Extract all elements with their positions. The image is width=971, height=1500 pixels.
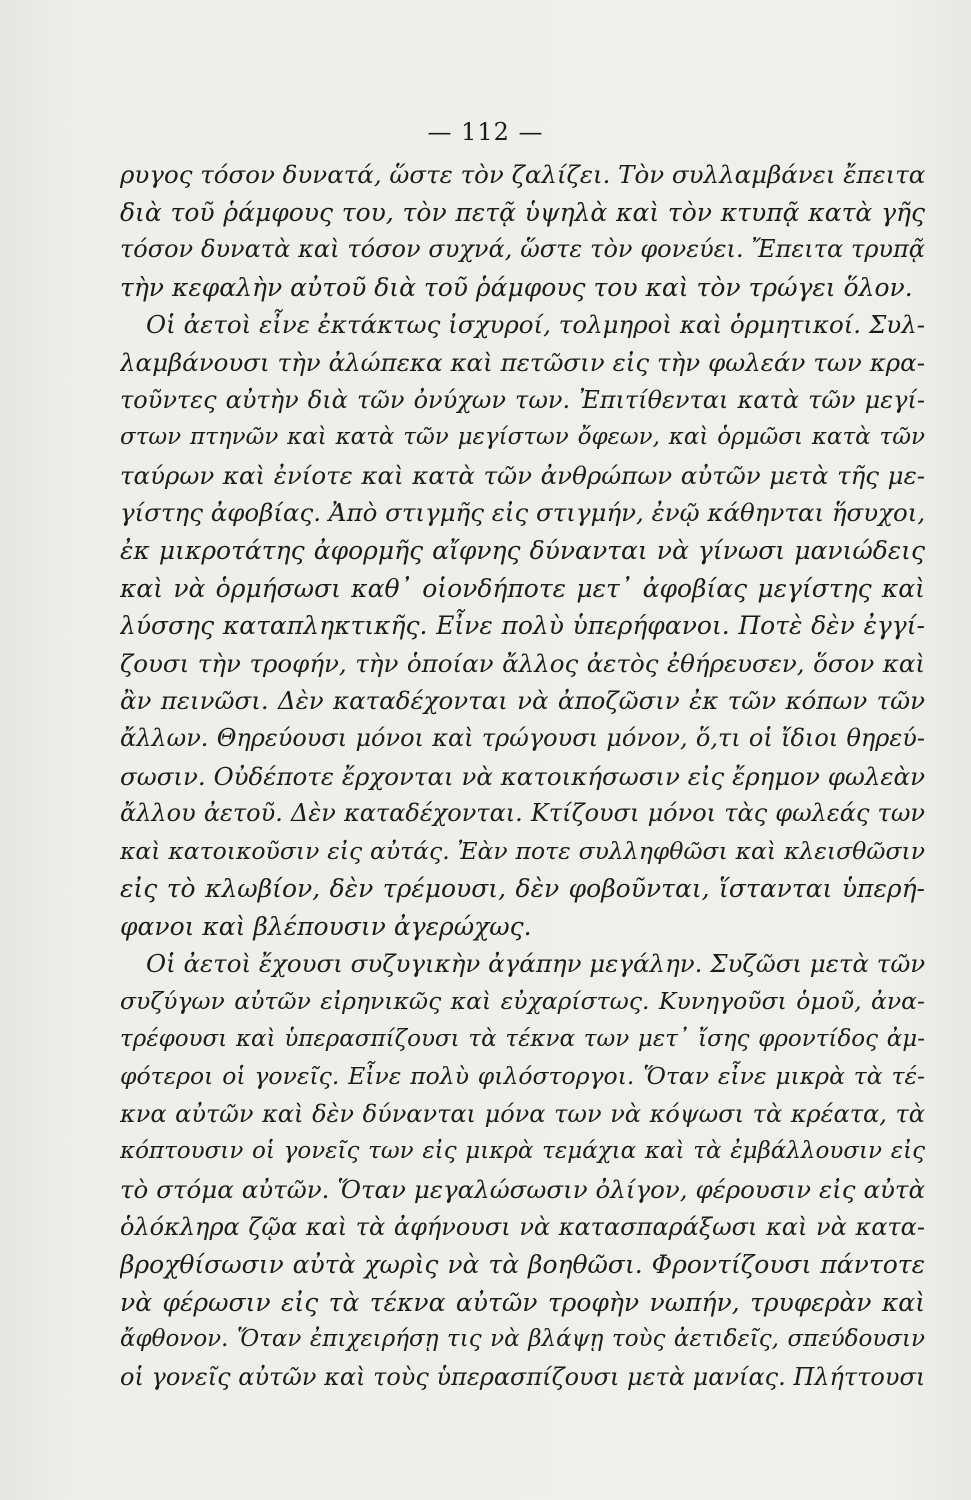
text-line: σωσιν. Οὐδέποτε ἔρχονται νὰ κατοικήσωσιν εἰς ἔρημον φωλεὰν [120, 761, 925, 791]
text-line: ἂν πεινῶσι. Δὲν καταδέχονται νὰ ἀποζῶσιν ἐκ τῶν κόπων τῶν [120, 686, 925, 716]
page-number: — 112 — [427, 118, 544, 146]
text-line: γίστης ἀφοβίας. Ἀπὸ στιγμῆς εἰς στιγμήν, ἐνῷ κάθηνται ἥσυχοι, [120, 498, 925, 528]
text-line: Οἱ ἀετοὶ ἔχουσι συζυγικὴν ἀγάπην μεγάλην. Συζῶσι μετὰ τῶν [146, 949, 925, 979]
text-line: φότεροι οἱ γονεῖς. Εἶνε πολὺ φιλόστοργοι. Ὅταν εἶνε μικρὰ τὰ τέ- [120, 1062, 925, 1091]
text-line: τὴν κεφαλὴν αὐτοῦ διὰ τοῦ ῥάμφους του καὶ τὸν τρώγει ὅλον. [120, 272, 913, 302]
text-line: τρέφουσι καὶ ὑπερασπίζουσι τὰ τέκνα των μετ᾽ ἴσης φροντίδος ἀμ- [120, 1025, 925, 1052]
text-line: ὁλόκληρα ζῷα καὶ τὰ ἀφήνουσι νὰ κατασπαράξωσι καὶ νὰ κατα- [120, 1212, 925, 1241]
text-line: φανοι καὶ βλέπουσιν ἀγερώχως. [120, 911, 532, 941]
text-line: εἰς τὸ κλωβίον, δὲν τρέμουσι, δὲν φοβοῦνται, ἵστανται ὑπερή- [120, 874, 925, 904]
text-line: βροχθίσωσιν αὐτὰ χωρὶς νὰ τὰ βοηθῶσι. Φροντίζουσι πάντοτε [120, 1250, 925, 1280]
text-line: διὰ τοῦ ῥάμφους του, τὸν πετᾷ ὑψηλὰ καὶ τὸν κτυπᾷ κατὰ γῆς [120, 197, 925, 227]
text-line: ἄλλων. Θηρεύουσι μόνοι καὶ τρώγουσι μόνον, ὅ,τι οἱ ἴδιοι θηρεύ- [120, 723, 925, 752]
text-line: Οἱ ἀετοὶ εἶνε ἐκτάκτως ἰσχυροί, τολμηροὶ καὶ ὁρμητικοί. Συλ- [146, 310, 925, 340]
text-line: λύσσης καταπληκτικῆς. Εἶνε πολὺ ὑπερήφανοι. Ποτὲ δὲν ἐγγί- [120, 611, 925, 641]
text-line: ἄλλου ἀετοῦ. Δὲν καταδέχονται. Κτίζουσι μόνοι τὰς φωλεάς των [120, 799, 925, 828]
text-line: ταύρων καὶ ἐνίοτε καὶ κατὰ τῶν ἀνθρώπων αὐτῶν μετὰ τῆς με- [120, 460, 925, 490]
text-line: οἱ γονεῖς αὐτῶν καὶ τοὺς ὑπερασπίζουσι μετὰ μανίας. Πλήττουσι [120, 1363, 925, 1391]
text-line: ζουσι τὴν τροφήν, τὴν ὁποίαν ἄλλος ἀετὸς ἐθήρευσεν, ὅσον καὶ [120, 648, 925, 678]
text-line: ἄφθονον. Ὅταν ἐπιχειρήσῃ τις νὰ βλάψῃ τοὺς ἀετιδεῖς, σπεύδουσιν [120, 1326, 925, 1353]
text-line: στων πτηνῶν καὶ κατὰ τῶν μεγίστων ὄφεων, καὶ ὁρμῶσι κατὰ τῶν [120, 424, 925, 451]
text-line: νὰ φέρωσιν εἰς τὰ τέκνα αὐτῶν τροφὴν νωπήν, τρυφερὰν καὶ [120, 1287, 925, 1317]
text-line: λαμβάνουσι τὴν ἀλώπεκα καὶ πετῶσιν εἰς τὴν φωλεάν των κρα- [120, 347, 925, 377]
text-line: ἐκ μικροτάτης ἀφορμῆς αἴφνης δύνανται νὰ γίνωσι μανιώδεις [120, 535, 925, 565]
text-line: συζύγων αὐτῶν εἰρηνικῶς καὶ εὐχαρίστως. Κυνηγοῦσι ὁμοῦ, ἀνα- [120, 987, 925, 1016]
text-line: τόσον δυνατὰ καὶ τόσον συχνά, ὥστε τὸν φονεύει. Ἔπειτα τρυπᾷ [120, 235, 925, 264]
body-text [120, 156, 925, 1397]
text-line: καὶ κατοικοῦσιν εἰς αὐτάς. Ἐὰν ποτε συλληφθῶσι καὶ κλεισθῶσιν [120, 836, 925, 865]
text-line: τοῦντες αὐτὴν διὰ τῶν ὀνύχων των. Ἐπιτίθενται κατὰ τῶν μεγί- [120, 385, 925, 414]
text-line: κνα αὐτῶν καὶ δὲν δύνανται μόνα των νὰ κόψωσι τὰ κρέατα, τὰ [120, 1099, 925, 1128]
text-line: κόπτουσιν οἱ γονεῖς των εἰς μικρὰ τεμάχια καὶ τὰ ἐμβάλλουσιν εἰς [120, 1138, 925, 1165]
text-line: ρυγος τόσον δυνατά, ὥστε τὸν ζαλίζει. Τὸν συλλαμβάνει ἔπειτα [120, 160, 925, 189]
text-line: τὸ στόμα αὐτῶν. Ὅταν μεγαλώσωσιν ὀλίγον, φέρουσιν εἰς αὐτὰ [120, 1175, 925, 1205]
text-line: καὶ νὰ ὁρμήσωσι καθ᾽ οἱονδήποτε μετ᾽ ἀφοβίας μεγίστης καὶ [120, 573, 925, 603]
